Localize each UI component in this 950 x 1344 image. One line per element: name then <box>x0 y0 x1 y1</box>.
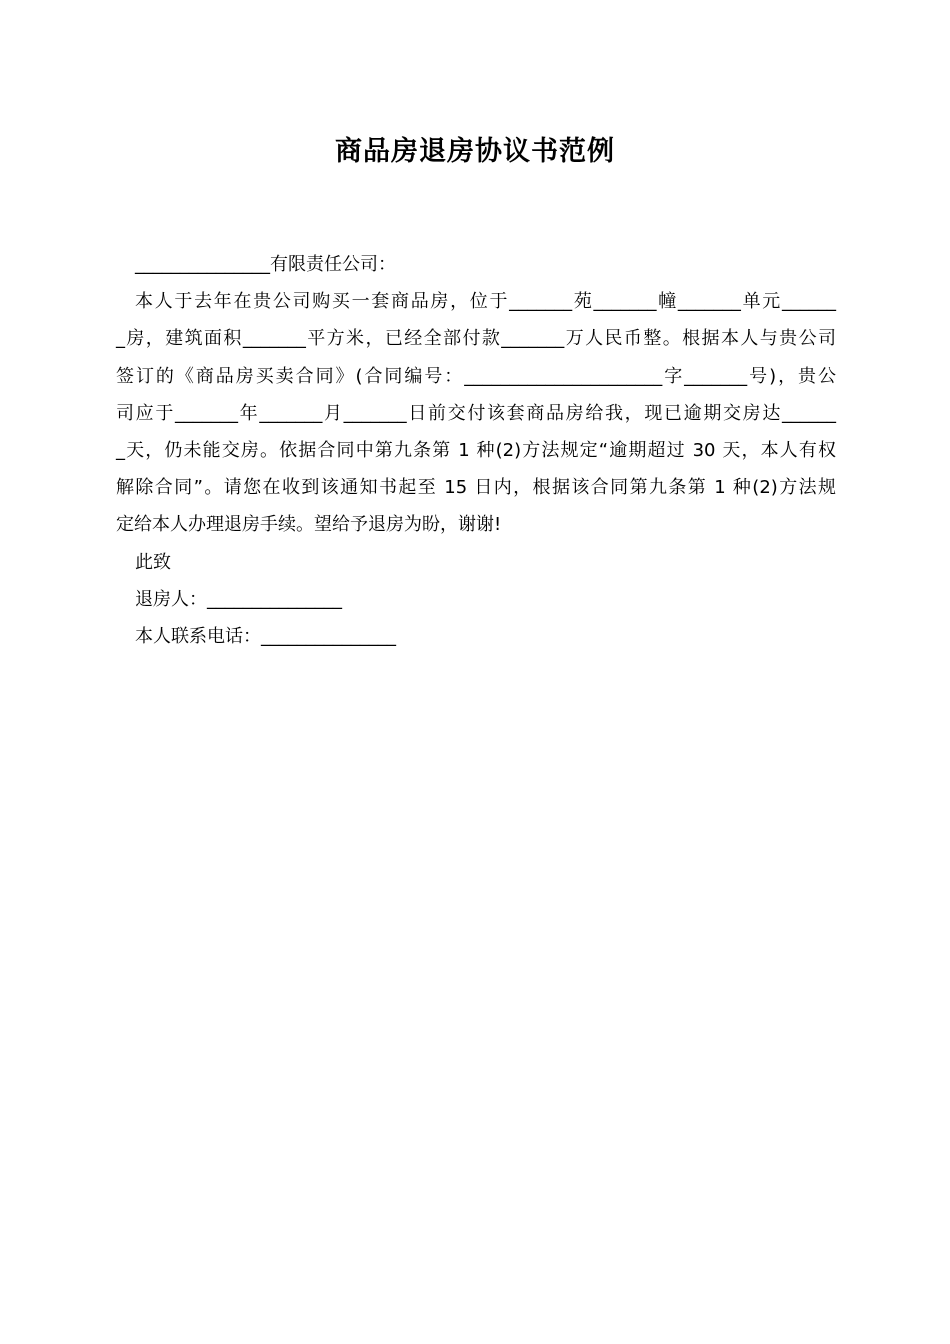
document-body <box>116 246 836 655</box>
paragraph-line-7: 定给本人办理退房手续。望给予退房为盼，谢谢! <box>116 514 502 536</box>
paragraph-line-6: 解除合同”。请您在收到该通知书起至 15 日内，根据该合同第九条第 1 种(2)方法规 <box>116 477 836 499</box>
closing-line: 此致 <box>135 551 171 573</box>
paragraph-line-2: _房，建筑面积_______平方米，已经全部付款_______万人民币整。根据本人与贵公司 <box>116 328 836 350</box>
addressee-line: _______________有限责任公司： <box>135 254 396 275</box>
paragraph-line-4: 司应于_______年_______月_______日前交付该套商品房给我，现已逾期交房达______ <box>116 402 836 424</box>
signer-line: 退房人：_______________ <box>135 588 342 610</box>
paragraph-line-5: _天，仍未能交房。依据合同中第九条第 1 种(2)方法规定“逾期超过 30 天，本人有权 <box>116 439 836 461</box>
document-title: 商品房退房协议书范例 <box>335 136 615 167</box>
phone-line: 本人联系电话：_______________ <box>135 625 396 647</box>
paragraph-line-3: 签订的《商品房买卖合同》(合同编号：______________________字_______号)，贵公 <box>116 365 836 387</box>
paragraph-line-1: 本人于去年在贵公司购买一套商品房，位于_______苑_______幢_______单元______ <box>135 291 836 313</box>
